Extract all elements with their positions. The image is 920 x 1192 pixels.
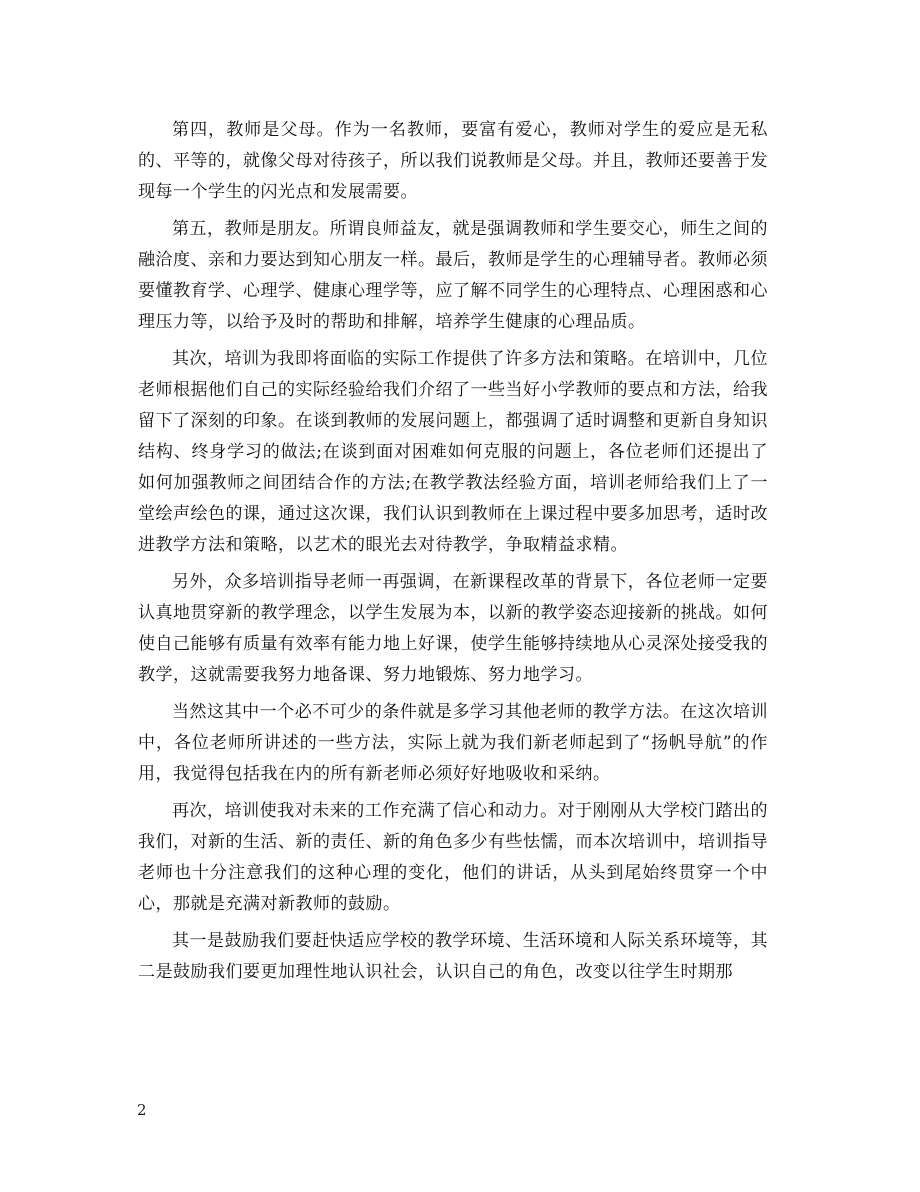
paragraph-2: 第五，教师是朋友。所谓良师益友，就是强调教师和学生要交心，师生之间的融洽度、亲和力要达到知心朋友一样。最后，教师是学生的心理辅导者。教师必须要懂教育学、心理学、健康心理学等，应了解不同学生的心理特点、心理困惑和心理压力等，以给予及时的帮助和排解，培养学生健康的心理品质。 <box>138 219 768 332</box>
paragraph-3: 其次，培训为我即将面临的实际工作提供了许多方法和策略。在培训中，几位老师根据他们自己的实际经验给我们介绍了一些当好小学教师的要点和方法，给我留下了深刻的印象。在谈到教师的发展问题上，都强调了适时调整和更新自身知识结构、终身学习的做法;在谈到面对困难如何克服的问题上，各位老师们还提出了如何加强教师之间团结合作的方法;在教学教法经验方面，培训老师给我们上了一堂绘声绘色的课，通过这次课，我们认识到教师在上课过程中要多加思考，适时改进教学方法和策略，以艺术的眼光去对待教学，争取精益求精。 <box>138 349 768 555</box>
paragraph-5: 当然这其中一个必不可少的条件就是多学习其他老师的教学方法。在这次培训中，各位老师所讲述的一些方法，实际上就为我们新老师起到了“扬帆导航”的作用，我觉得包括我在内的所有新老师必须好好地吸收和采纳。 <box>138 702 768 784</box>
paragraph-4: 另外，众多培训指导老师一再强调，在新课程改革的背景下，各位老师一定要认真地贯穿新的教学理念，以学生发展为本，以新的教学姿态迎接新的挑战。如何使自己能够有质量有效率有能力地上好课，使学生能够持续地从心灵深处接受我的教学，这就需要我努力地备课、努力地锻炼、努力地学习。 <box>138 572 768 685</box>
body-text <box>138 115 768 994</box>
paragraph-6: 再次，培训使我对未来的工作充满了信心和动力。对于刚刚从大学校门踏出的我们，对新的生活、新的责任、新的角色多少有些怯懦，而本次培训中，培训指导老师也十分注意我们的这种心理的变化，他们的讲话，从头到尾始终贯穿一个中心，那就是充满对新教师的鼓励。 <box>138 801 768 914</box>
page-number: 2 <box>137 1101 147 1119</box>
paragraph-1: 第四，教师是父母。作为一名教师，要富有爱心，教师对学生的爱应是无私的、平等的，就像父母对待孩子，所以我们说教师是父母。并且，教师还要善于发现每一个学生的闪光点和发展需要。 <box>138 120 768 202</box>
paragraph-7: 其一是鼓励我们要赶快适应学校的教学环境、生活环境和人际关系环境等，其二是鼓励我们要更加理性地认识社会，认识自己的角色，改变以往学生时期那 <box>138 931 768 982</box>
